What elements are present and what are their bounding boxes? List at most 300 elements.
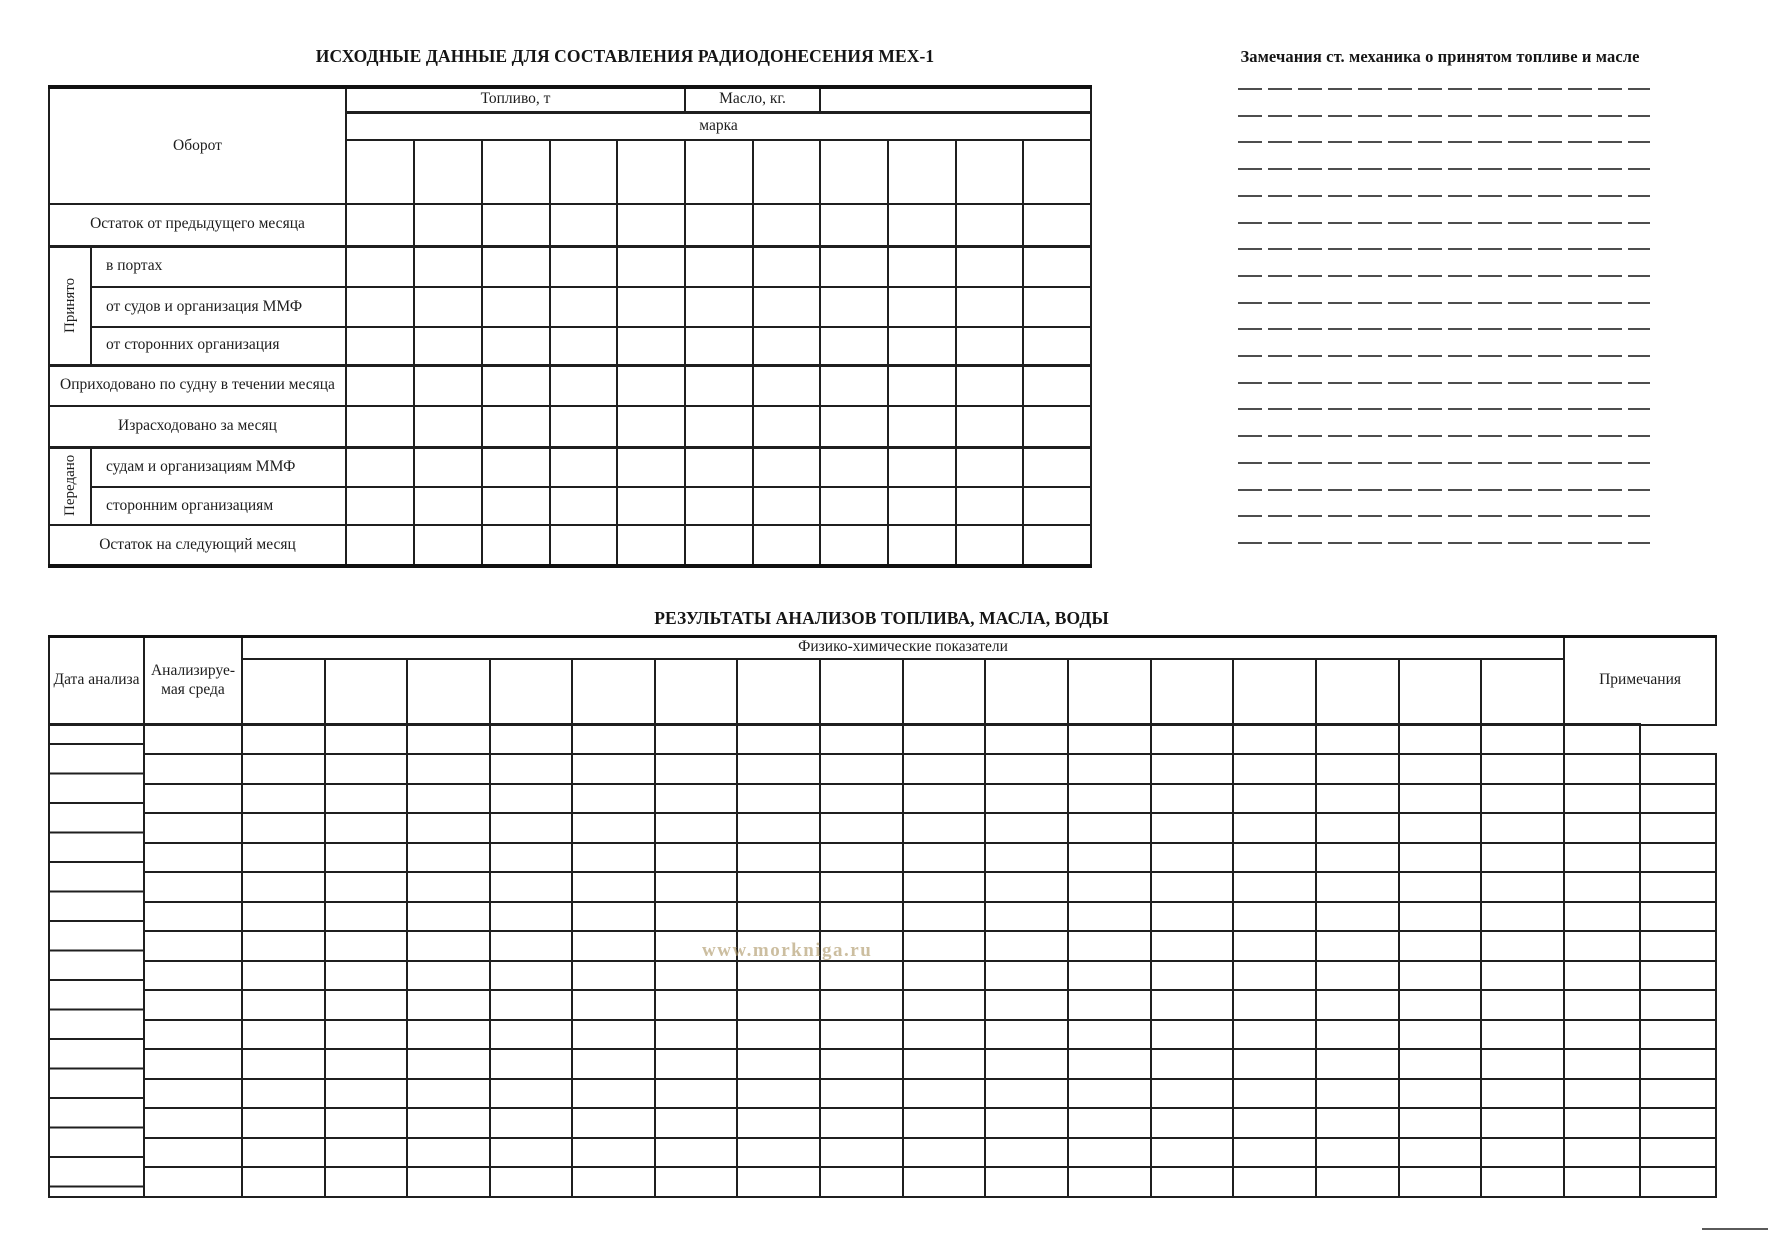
empty-cell <box>956 327 1023 365</box>
date-column-writing-area <box>49 725 144 1197</box>
empty-cell <box>753 140 820 204</box>
empty-cell <box>1151 754 1233 784</box>
empty-cell <box>956 204 1023 246</box>
empty-cell <box>1151 1108 1233 1138</box>
empty-cell <box>1399 1020 1481 1050</box>
empty-cell <box>490 1020 572 1050</box>
empty-cell <box>1640 990 1716 1020</box>
remarks-writing-line <box>1238 88 1650 90</box>
empty-cell <box>414 140 482 204</box>
empty-cell <box>985 725 1068 755</box>
empty-cell <box>572 902 655 932</box>
empty-cell <box>820 246 888 287</box>
empty-cell <box>737 1108 820 1138</box>
empty-cell <box>1233 931 1316 961</box>
empty-cell <box>617 204 685 246</box>
empty-cell <box>572 754 655 784</box>
empty-cell <box>572 931 655 961</box>
empty-cell <box>1151 1167 1233 1197</box>
empty-cell <box>414 487 482 525</box>
empty-cell <box>753 447 820 487</box>
remarks-writing-line <box>1238 275 1650 277</box>
empty-cell <box>407 1167 490 1197</box>
empty-cell <box>1233 1138 1316 1168</box>
empty-cell <box>1151 659 1233 725</box>
empty-cell <box>903 1020 985 1050</box>
empty-cell <box>144 1049 242 1079</box>
remarks-writing-line <box>1238 435 1650 437</box>
empty-cell <box>1564 754 1640 784</box>
empty-cell <box>346 327 414 365</box>
empty-cell <box>490 1108 572 1138</box>
group-label-received: Принято <box>49 246 91 365</box>
empty-cell <box>325 1079 407 1109</box>
column-header-analysis-date: Дата анализа <box>49 637 144 725</box>
empty-cell <box>242 1167 325 1197</box>
top-table-title: ИСХОДНЫЕ ДАННЫЕ ДЛЯ СОСТАВЛЕНИЯ РАДИОДОНЕСЕНИЯ МЕХ-1 <box>315 46 935 66</box>
remarks-writing-line <box>1238 168 1650 170</box>
empty-cell <box>1564 813 1640 843</box>
empty-cell <box>490 1079 572 1109</box>
empty-cell <box>1564 931 1640 961</box>
empty-cell <box>1151 990 1233 1020</box>
scan-artifact-line <box>1702 1228 1768 1230</box>
empty-cell <box>242 784 325 814</box>
empty-cell <box>985 659 1068 725</box>
empty-cell <box>1564 1049 1640 1079</box>
empty-cell <box>144 990 242 1020</box>
empty-cell <box>1316 659 1399 725</box>
empty-cell <box>820 754 903 784</box>
empty-cell <box>1068 659 1151 725</box>
empty-cell <box>820 327 888 365</box>
empty-cell <box>1399 1079 1481 1109</box>
empty-cell <box>1481 813 1564 843</box>
empty-cell <box>1068 931 1151 961</box>
empty-cell <box>956 525 1023 566</box>
empty-cell <box>144 754 242 784</box>
empty-cell <box>144 902 242 932</box>
empty-cell <box>903 872 985 902</box>
empty-cell <box>1640 931 1716 961</box>
analysis-table-title: РЕЗУЛЬТАТЫ АНАЛИЗОВ ТОПЛИВА, МАСЛА, ВОДЫ <box>654 608 1109 628</box>
empty-cell <box>655 1167 737 1197</box>
empty-cell <box>753 406 820 447</box>
empty-cell <box>655 725 737 755</box>
empty-cell <box>1023 140 1091 204</box>
column-header-analyzed-medium <box>144 637 242 725</box>
empty-cell <box>1068 872 1151 902</box>
empty-cell <box>490 784 572 814</box>
watermark: www.morkniga.ru <box>702 940 873 961</box>
empty-cell <box>572 1167 655 1197</box>
empty-cell <box>820 487 888 525</box>
empty-cell <box>572 1020 655 1050</box>
empty-cell <box>1316 725 1399 755</box>
empty-cell <box>617 365 685 406</box>
empty-cell <box>820 990 903 1020</box>
empty-cell <box>737 872 820 902</box>
empty-cell <box>820 843 903 873</box>
empty-cell <box>325 961 407 991</box>
empty-cell <box>956 487 1023 525</box>
empty-cell <box>1640 1138 1716 1168</box>
empty-cell <box>144 725 242 755</box>
remarks-writing-line <box>1238 222 1650 224</box>
empty-cell <box>1233 1167 1316 1197</box>
empty-cell <box>550 525 617 566</box>
empty-cell <box>242 931 325 961</box>
empty-cell <box>1481 1108 1564 1138</box>
empty-cell <box>985 754 1068 784</box>
empty-cell <box>888 204 956 246</box>
empty-cell <box>1233 813 1316 843</box>
empty-cell <box>242 872 325 902</box>
empty-cell <box>1233 754 1316 784</box>
empty-cell <box>572 1079 655 1109</box>
empty-cell <box>956 406 1023 447</box>
empty-cell <box>1481 872 1564 902</box>
empty-cell <box>325 784 407 814</box>
empty-cell <box>617 447 685 487</box>
empty-cell <box>325 1049 407 1079</box>
empty-cell <box>820 1020 903 1050</box>
empty-cell <box>888 140 956 204</box>
empty-cell <box>685 365 753 406</box>
empty-cell <box>820 784 903 814</box>
empty-cell <box>1068 1020 1151 1050</box>
empty-cell <box>144 1020 242 1050</box>
empty-cell <box>1399 902 1481 932</box>
remarks-writing-line <box>1238 328 1650 330</box>
empty-cell <box>407 1108 490 1138</box>
empty-cell <box>242 990 325 1020</box>
empty-cell <box>820 140 888 204</box>
empty-cell <box>737 784 820 814</box>
empty-cell <box>414 365 482 406</box>
empty-cell <box>1564 902 1640 932</box>
empty-cell <box>685 246 753 287</box>
empty-cell <box>903 961 985 991</box>
empty-cell <box>1068 725 1151 755</box>
empty-cell <box>617 287 685 327</box>
empty-cell <box>1481 1049 1564 1079</box>
empty-cell <box>685 327 753 365</box>
remarks-writing-line <box>1238 382 1650 384</box>
column-header-notes: Примечания <box>1564 637 1716 725</box>
empty-cell <box>550 140 617 204</box>
empty-cell <box>737 1138 820 1168</box>
empty-cell <box>1640 1079 1716 1109</box>
empty-cell <box>550 287 617 327</box>
empty-cell <box>888 287 956 327</box>
empty-cell <box>1564 990 1640 1020</box>
empty-cell <box>685 406 753 447</box>
empty-cell <box>1233 784 1316 814</box>
empty-cell <box>1564 784 1640 814</box>
empty-cell <box>820 872 903 902</box>
empty-cell <box>1316 872 1399 902</box>
empty-cell <box>655 902 737 932</box>
empty-cell <box>1233 1049 1316 1079</box>
remarks-writing-line <box>1238 141 1650 143</box>
empty-cell <box>1068 1167 1151 1197</box>
empty-cell <box>550 487 617 525</box>
empty-cell <box>572 1138 655 1168</box>
empty-cell <box>1233 902 1316 932</box>
empty-cell <box>414 447 482 487</box>
empty-cell <box>242 843 325 873</box>
empty-cell <box>1068 784 1151 814</box>
row-label-to-third-party: сторонним организациям <box>91 487 346 525</box>
empty-cell <box>325 1167 407 1197</box>
empty-cell <box>1316 754 1399 784</box>
empty-cell <box>655 961 737 991</box>
empty-cell <box>820 1138 903 1168</box>
empty-cell <box>1316 1108 1399 1138</box>
empty-cell <box>903 659 985 725</box>
empty-cell <box>242 659 325 725</box>
empty-cell <box>1481 725 1564 755</box>
empty-cell <box>414 525 482 566</box>
empty-cell <box>820 287 888 327</box>
empty-cell <box>482 140 550 204</box>
empty-cell <box>242 902 325 932</box>
empty-cell <box>685 487 753 525</box>
empty-cell <box>1399 961 1481 991</box>
fuel-group-header: Топливо, т <box>346 87 685 112</box>
empty-cell <box>737 1020 820 1050</box>
empty-cell <box>1316 902 1399 932</box>
empty-cell <box>1399 1049 1481 1079</box>
empty-cell <box>1481 902 1564 932</box>
empty-cell <box>346 487 414 525</box>
empty-cell <box>144 1108 242 1138</box>
empty-cell <box>325 1020 407 1050</box>
unlabeled-group-header <box>820 87 1091 112</box>
empty-cell <box>617 406 685 447</box>
empty-cell <box>820 659 903 725</box>
empty-cell <box>753 246 820 287</box>
empty-cell <box>956 140 1023 204</box>
empty-cell <box>1640 784 1716 814</box>
empty-cell <box>1316 843 1399 873</box>
empty-cell <box>956 365 1023 406</box>
empty-cell <box>325 872 407 902</box>
empty-cell <box>1481 961 1564 991</box>
empty-cell <box>888 327 956 365</box>
empty-cell <box>407 872 490 902</box>
empty-cell <box>1564 1108 1640 1138</box>
empty-cell <box>985 990 1068 1020</box>
row-label-spent-per-month: Израсходовано за месяц <box>49 406 346 447</box>
empty-cell <box>1233 872 1316 902</box>
empty-cell <box>482 327 550 365</box>
empty-cell <box>1640 1167 1716 1197</box>
empty-cell <box>737 843 820 873</box>
empty-cell <box>903 813 985 843</box>
empty-cell <box>985 813 1068 843</box>
empty-cell <box>1640 1020 1716 1050</box>
empty-cell <box>655 1108 737 1138</box>
empty-cell <box>1399 813 1481 843</box>
empty-cell <box>1233 1020 1316 1050</box>
empty-cell <box>490 754 572 784</box>
empty-cell <box>956 447 1023 487</box>
empty-cell <box>242 961 325 991</box>
empty-cell <box>1151 1049 1233 1079</box>
empty-cell <box>490 1138 572 1168</box>
empty-cell <box>1023 447 1091 487</box>
empty-cell <box>572 813 655 843</box>
empty-cell <box>985 1079 1068 1109</box>
empty-cell <box>985 1167 1068 1197</box>
empty-cell <box>1640 843 1716 873</box>
empty-cell <box>407 961 490 991</box>
empty-cell <box>1151 931 1233 961</box>
empty-cell <box>1399 784 1481 814</box>
empty-cell <box>1399 990 1481 1020</box>
fuel-oil-turnover-table <box>48 85 1092 568</box>
empty-cell <box>753 487 820 525</box>
remarks-writing-line <box>1238 515 1650 517</box>
empty-cell <box>737 813 820 843</box>
empty-cell <box>242 1049 325 1079</box>
empty-cell <box>956 246 1023 287</box>
empty-cell <box>1316 1049 1399 1079</box>
empty-cell <box>407 784 490 814</box>
empty-cell <box>903 754 985 784</box>
empty-cell <box>1151 1138 1233 1168</box>
empty-cell <box>1023 287 1091 327</box>
empty-cell <box>1068 990 1151 1020</box>
empty-cell <box>685 140 753 204</box>
empty-cell <box>490 1049 572 1079</box>
empty-cell <box>325 1108 407 1138</box>
empty-cell <box>1316 931 1399 961</box>
empty-cell <box>985 1108 1068 1138</box>
empty-cell <box>144 872 242 902</box>
empty-cell <box>346 204 414 246</box>
empty-cell <box>1564 843 1640 873</box>
empty-cell <box>572 843 655 873</box>
empty-cell <box>1151 902 1233 932</box>
empty-cell <box>1233 990 1316 1020</box>
empty-cell <box>655 1020 737 1050</box>
empty-cell <box>1564 725 1640 755</box>
remarks-title: Замечания ст. механика о принятом топливе и масле <box>1240 47 1640 66</box>
remarks-writing-line <box>1238 408 1650 410</box>
analysis-results-table <box>48 635 1717 1198</box>
empty-cell <box>820 961 903 991</box>
remarks-writing-line <box>1238 195 1650 197</box>
group-label-transferred: Передано <box>49 447 91 525</box>
empty-cell <box>617 140 685 204</box>
empty-cell <box>655 1049 737 1079</box>
empty-cell <box>1640 902 1716 932</box>
row-label-from-mmf-ships: от судов и организация ММФ <box>91 287 346 327</box>
empty-cell <box>490 843 572 873</box>
empty-cell <box>242 1020 325 1050</box>
empty-cell <box>1399 1138 1481 1168</box>
empty-cell <box>1023 525 1091 566</box>
empty-cell <box>888 365 956 406</box>
empty-cell <box>572 872 655 902</box>
empty-cell <box>550 204 617 246</box>
empty-cell <box>1564 1167 1640 1197</box>
empty-cell <box>550 246 617 287</box>
empty-cell <box>820 1108 903 1138</box>
empty-cell <box>820 725 903 755</box>
empty-cell <box>490 961 572 991</box>
empty-cell <box>490 931 572 961</box>
empty-cell <box>1640 961 1716 991</box>
empty-cell <box>753 365 820 406</box>
empty-cell <box>1399 1108 1481 1138</box>
empty-cell <box>407 931 490 961</box>
empty-cell <box>655 784 737 814</box>
row-label-balance-next: Остаток на следующий месяц <box>49 525 346 566</box>
empty-cell <box>753 204 820 246</box>
empty-cell <box>1481 1079 1564 1109</box>
empty-cell <box>820 447 888 487</box>
brand-header: марка <box>346 112 1091 140</box>
empty-cell <box>325 754 407 784</box>
empty-cell <box>820 1079 903 1109</box>
empty-cell <box>1481 1138 1564 1168</box>
empty-cell <box>346 287 414 327</box>
empty-cell <box>572 961 655 991</box>
empty-cell <box>144 961 242 991</box>
empty-cell <box>490 872 572 902</box>
empty-cell <box>1316 961 1399 991</box>
column-header-physico-chemical: Физико-химические показатели <box>242 637 1564 659</box>
empty-cell <box>550 327 617 365</box>
empty-cell <box>655 754 737 784</box>
empty-cell <box>1151 961 1233 991</box>
empty-cell <box>737 1079 820 1109</box>
empty-cell <box>482 487 550 525</box>
empty-cell <box>985 931 1068 961</box>
empty-cell <box>753 525 820 566</box>
empty-cell <box>325 990 407 1020</box>
empty-cell <box>407 1049 490 1079</box>
empty-cell <box>820 406 888 447</box>
empty-cell <box>1481 843 1564 873</box>
empty-cell <box>1068 902 1151 932</box>
empty-cell <box>820 1167 903 1197</box>
empty-cell <box>490 990 572 1020</box>
empty-cell <box>144 1138 242 1168</box>
empty-cell <box>242 1108 325 1138</box>
row-label-balance-previous: Остаток от предыдущего месяца <box>49 204 346 246</box>
empty-cell <box>685 525 753 566</box>
empty-cell <box>1068 813 1151 843</box>
empty-cell <box>820 204 888 246</box>
empty-cell <box>242 754 325 784</box>
empty-cell <box>144 843 242 873</box>
remarks-writing-line <box>1238 542 1650 544</box>
empty-cell <box>572 725 655 755</box>
empty-cell <box>985 1138 1068 1168</box>
empty-cell <box>1233 961 1316 991</box>
empty-cell <box>655 1138 737 1168</box>
empty-cell <box>572 784 655 814</box>
empty-cell <box>888 246 956 287</box>
empty-cell <box>1481 659 1564 725</box>
empty-cell <box>407 813 490 843</box>
remarks-writing-line <box>1238 248 1650 250</box>
